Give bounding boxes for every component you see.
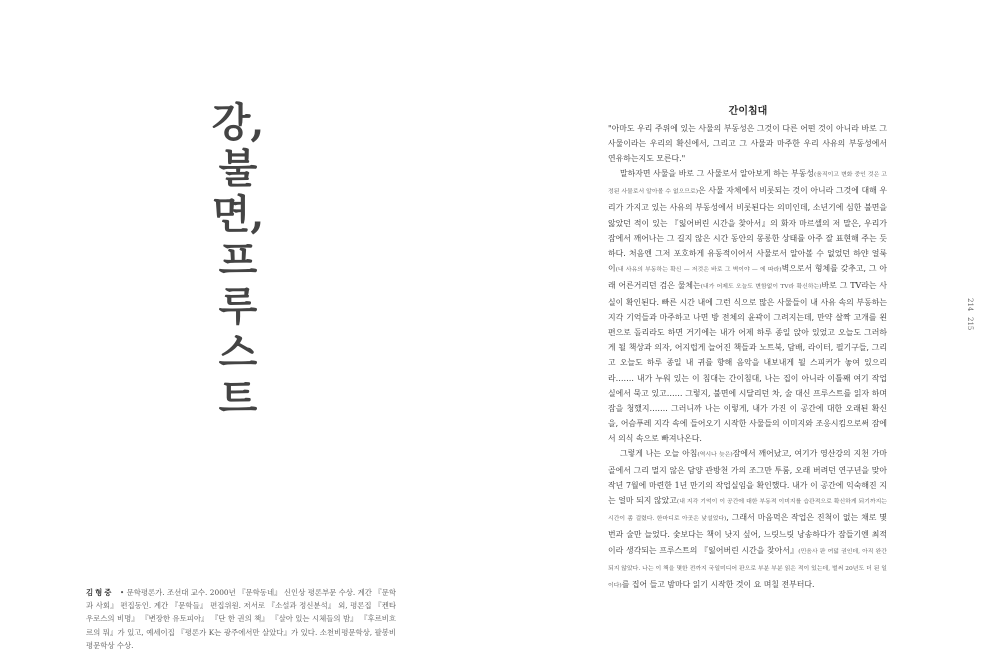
title-line-3 <box>208 238 268 422</box>
paragraph-text: 바로 그 TV라는 사실이 확인된다. 빠른 시간 내에 그런 식으로 많은 사물들이 내 사유 속의 부동하는 지각 기억들과 마주하고 나면 방 전체의 윤곽이 그려지는데, 만약 살짝 고개를 왼편으로 돌리라도 하면 거기에는 내가 어제 하루 종일 앉아 있었고 오늘도 그러하게 될 책상과 의자, 어지럽게 늘어진 책들과 노트북, 담배, 라이터, 필기구들, 그리고 오늘도 하루 종일 내 귀를 향해 음악을 내보내게 될 스피커가 놓여 있으리라……. 내가 누워 있는 이 침대는 간이침대, 나는 집이 아니라 이틀째 여기 작업실에서 묵고 있고…… 그렇지, 불면에 시달리던 차, 술 대신 프루스트를 읽자 하며 잠을 청했지……. 그러니까 나는 이렇게, 내가 가진 이 공간에 대한 오래된 확신을, 어슴푸레 지각 속에 들어오기 시작한 사물들의 이미지와 조응시킴으로써 잠에서 의식 속으로 빠져나온다. <box>608 280 887 443</box>
essay-body <box>608 121 887 594</box>
parenthetical-note: (역시나 늦은) <box>697 451 733 458</box>
author-bio <box>86 586 396 652</box>
author-name: 김형중 <box>86 588 114 597</box>
parenthetical-note: (움직이고 변화 중인 것은 고정된 사물로서 알아볼 수 없으므로) <box>608 172 887 196</box>
body-paragraph <box>608 446 887 594</box>
parenthetical-note: (내가 어제도 오늘도 변함없이 TV라 확신하는) <box>700 283 822 290</box>
bio-text: 문학평론가. 조선대 교수. 2000년 『문학동네』 신인상 평론부문 수상. 계간 『문학과 사회』 편집동인. 계간 『문학들』 편집위원. 저서로 『소설과 정신분석』 외, 평론집 『켄타우로스의 비명』 『변장한 유토피아』 『단 한 권의 책』 『살아 있는 시체들의 밤』 『후르비흐르의 뭐』가 있고, 예세이집 『평론가 K는 광주에서만 살았다』가 있다. 소천비평문학상, 팔봉비평문학상 수상. <box>86 588 397 650</box>
parenthetical-note: (내 사유의 부동하는 확신 — 저것은 바로 그 벽이야 — 에 따라) <box>615 266 782 273</box>
folio-left: 214 <box>966 298 974 312</box>
title-line-1: 강, <box>211 99 265 146</box>
paragraph-text: "아마도 우리 주위에 있는 사물의 부동성은 그것이 다른 어떤 것이 아니라 바로 그 사물이라는 우리의 확신에서, 그리고 그 사물과 마주한 우리 사유의 부동성에서 연유하는지도 모른다." <box>608 124 887 164</box>
paragraph-text: 그렇게 나는 오늘 아침 <box>620 448 698 458</box>
epigraph-quote <box>608 121 887 166</box>
paragraph-text: 벽으로서 형체를 갖추고, 그 아래 어른거리던 검은 물체는 <box>608 263 887 290</box>
paragraph-text: 잠에서 깨어났고, 여기가 영산강의 지천 가마골에서 그리 멀지 않은 담양 관방천 가의 조그만 투룸, 오래 버려던 연구년을 맞아 작년 7월에 마련한 1년 만기의 작업실임을 확인했다. 내가 이 공간에 익숙해진 지는 얼마 되지 않았고 <box>608 448 887 506</box>
section-heading: 간이침대 <box>728 106 768 117</box>
page-numbers <box>966 298 978 337</box>
title-line-2: 불면, <box>211 145 265 238</box>
bio-bullet: • <box>119 588 125 597</box>
essay-title <box>208 100 268 422</box>
paragraph-text: , 그래서 마음먹은 작업은 진척이 없는 채로 몇 번과 술만 늘었다. 숯보다는 책이 낫지 싶어, 느릿느릿 낭송하다가 잠들기엔 최적이라 생각되는 프루스트의 『잃어버린 시간을 찾아서』 <box>608 513 887 555</box>
folio-right: 215 <box>966 317 974 331</box>
paragraph-text: 은 사물 자체에서 비롯되는 것이 아니라 그것에 대해 우리가 가지고 있는 사유의 부동성에서 비롯된다는 의미인데, 소년기에 심한 불면을 앓았던 적이 있는 『잃어버린 시간을 찾아서』의 화자 마르셀의 저 말은, 우리가 잠에서 깨어나는 그 길지 않은 시간 동안의 몽롱한 상태를 아주 잘 표현해 주는 듯하다. 처음엔 그저 포호하게 유동적이어서 사물로서 알아볼 수 없었던 하얀 얼룩이 <box>608 186 887 273</box>
title-char: 트 <box>218 375 258 422</box>
body-paragraph <box>608 166 887 446</box>
parenthetical-note: (내 지각 기억이 이 공간에 대한 부동적 이미지를 습관적으로 확신하게 되기까지는 시간이 좀 걸렸다. 한마디로 아곳은 낯설었다) <box>608 499 887 523</box>
paragraph-text: 를 집어 들고 밤마다 읽기 시작한 것이 요 며칠 전부터다. <box>621 579 815 589</box>
title-char: 스 <box>218 329 258 376</box>
title-char: 루 <box>218 283 258 330</box>
parenthetical-note: (민음사 판 여덟 권인데, 아직 완간되지 않았다. 나는 이 책을 몇한 전까지 국일미디어 판으로 부분 부분 읽은 적이 있는데, 벌써 20년도 더 된 일이다) <box>608 548 887 589</box>
paragraph-text: 말하자면 사물을 바로 그 사물로서 알아보게 하는 부동성 <box>620 169 814 179</box>
title-char: 프 <box>218 237 258 284</box>
